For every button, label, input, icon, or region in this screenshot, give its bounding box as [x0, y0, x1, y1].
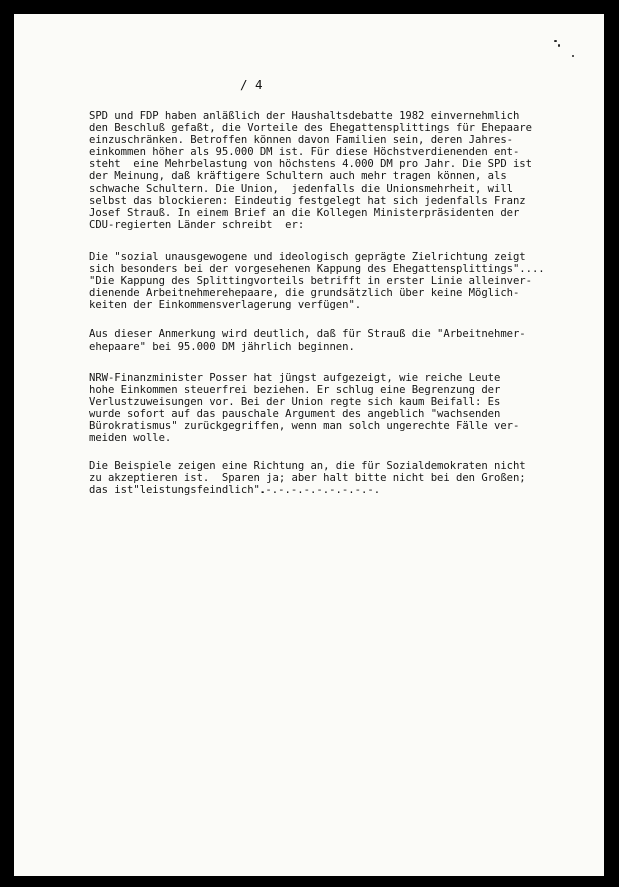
- quotation-paragraph: [89, 251, 594, 311]
- text-line: Die "sozial unausgewogene und ideologisch geprägte Zielrichtung zeigt: [89, 250, 526, 263]
- text-line: CDU-regierten Länder schreibt er:: [89, 218, 305, 231]
- text-line: steht eine Mehrbelastung von höchstens 4.000 DM pro Jahr. Die SPD ist: [89, 158, 532, 171]
- text-line: sich besonders bei der vorgesehenen Kappung des Ehegattensplittings"....: [89, 263, 545, 276]
- text-line: einzuschränken. Betroffen können davon Familien sein, deren Jahres-: [89, 134, 513, 147]
- text-line: schwache Schultern. Die Union, jedenfalls die Unionsmehrheit, will: [89, 182, 513, 195]
- text-line: Bürokratismus" zurückgegriffen, wenn man solch ungerechte Fälle ver-: [89, 419, 520, 432]
- paragraph: [89, 110, 594, 231]
- text-line: ehepaare" bei 95.000 DM jährlich beginnen.: [89, 340, 355, 353]
- page-number: / 4: [240, 77, 263, 92]
- scan-speck: [558, 44, 560, 47]
- text-line: "Die Kappung des Splittingvorteils betrifft in erster Linie alleinver-: [89, 275, 532, 288]
- scan-speck: [554, 40, 557, 42]
- text-line: einkommen höher als 95.000 DM ist. Für diese Höchstverdienenden ent-: [89, 146, 520, 159]
- document-page: [14, 14, 604, 876]
- text-line: hohe Einkommen steuerfrei beziehen. Er schlug eine Begrenzung der: [89, 383, 501, 396]
- text-line: Aus dieser Anmerkung wird deutlich, daß für Strauß die "Arbeitnehmer-: [89, 328, 526, 341]
- paragraph: [89, 328, 594, 352]
- text-line: Verlustzuweisungen vor. Bei der Union regte sich kaum Beifall: Es: [89, 395, 501, 408]
- text-line: das ist"leistungsfeindlich".: [89, 484, 267, 497]
- paragraph: [89, 372, 594, 445]
- text-line: dienende Arbeitnehmerehepaare, die grundsätzlich über keine Möglich-: [89, 287, 520, 300]
- text-line: selbst das blockieren: Eindeutig festgelegt hat sich jedenfalls Franz: [89, 194, 526, 207]
- text-line: zu akzeptieren ist. Sparen ja; aber halt bitte nicht bei den Großen;: [89, 472, 526, 485]
- end-of-text-marker: .-.-.-.-.-.-.-.-.-.: [259, 484, 381, 496]
- text-line: der Meinung, daß kräftigere Schultern auch mehr tragen können, als: [89, 170, 507, 183]
- text-line: den Beschluß gefaßt, die Vorteile des Ehegattensplittings für Ehepaare: [89, 122, 532, 135]
- scan-speck: [572, 55, 574, 57]
- text-line: keiten der Einkommensverlagerung verfügen".: [89, 299, 362, 312]
- text-line: Josef Strauß. In einem Brief an die Kollegen Ministerpräsidenten der: [89, 206, 520, 219]
- text-line: wurde sofort auf das pauschale Argument des angeblich "wachsenden: [89, 407, 501, 420]
- text-line: meiden wolle.: [89, 432, 172, 445]
- text-line: SPD und FDP haben anläßlich der Haushaltsdebatte 1982 einvernehmlich: [89, 110, 520, 122]
- document-body: [89, 110, 594, 496]
- text-line: NRW-Finanzminister Posser hat jüngst aufgezeigt, wie reiche Leute: [89, 371, 501, 384]
- text-line: Die Beispiele zeigen eine Richtung an, die für Sozialdemokraten nicht: [89, 460, 526, 473]
